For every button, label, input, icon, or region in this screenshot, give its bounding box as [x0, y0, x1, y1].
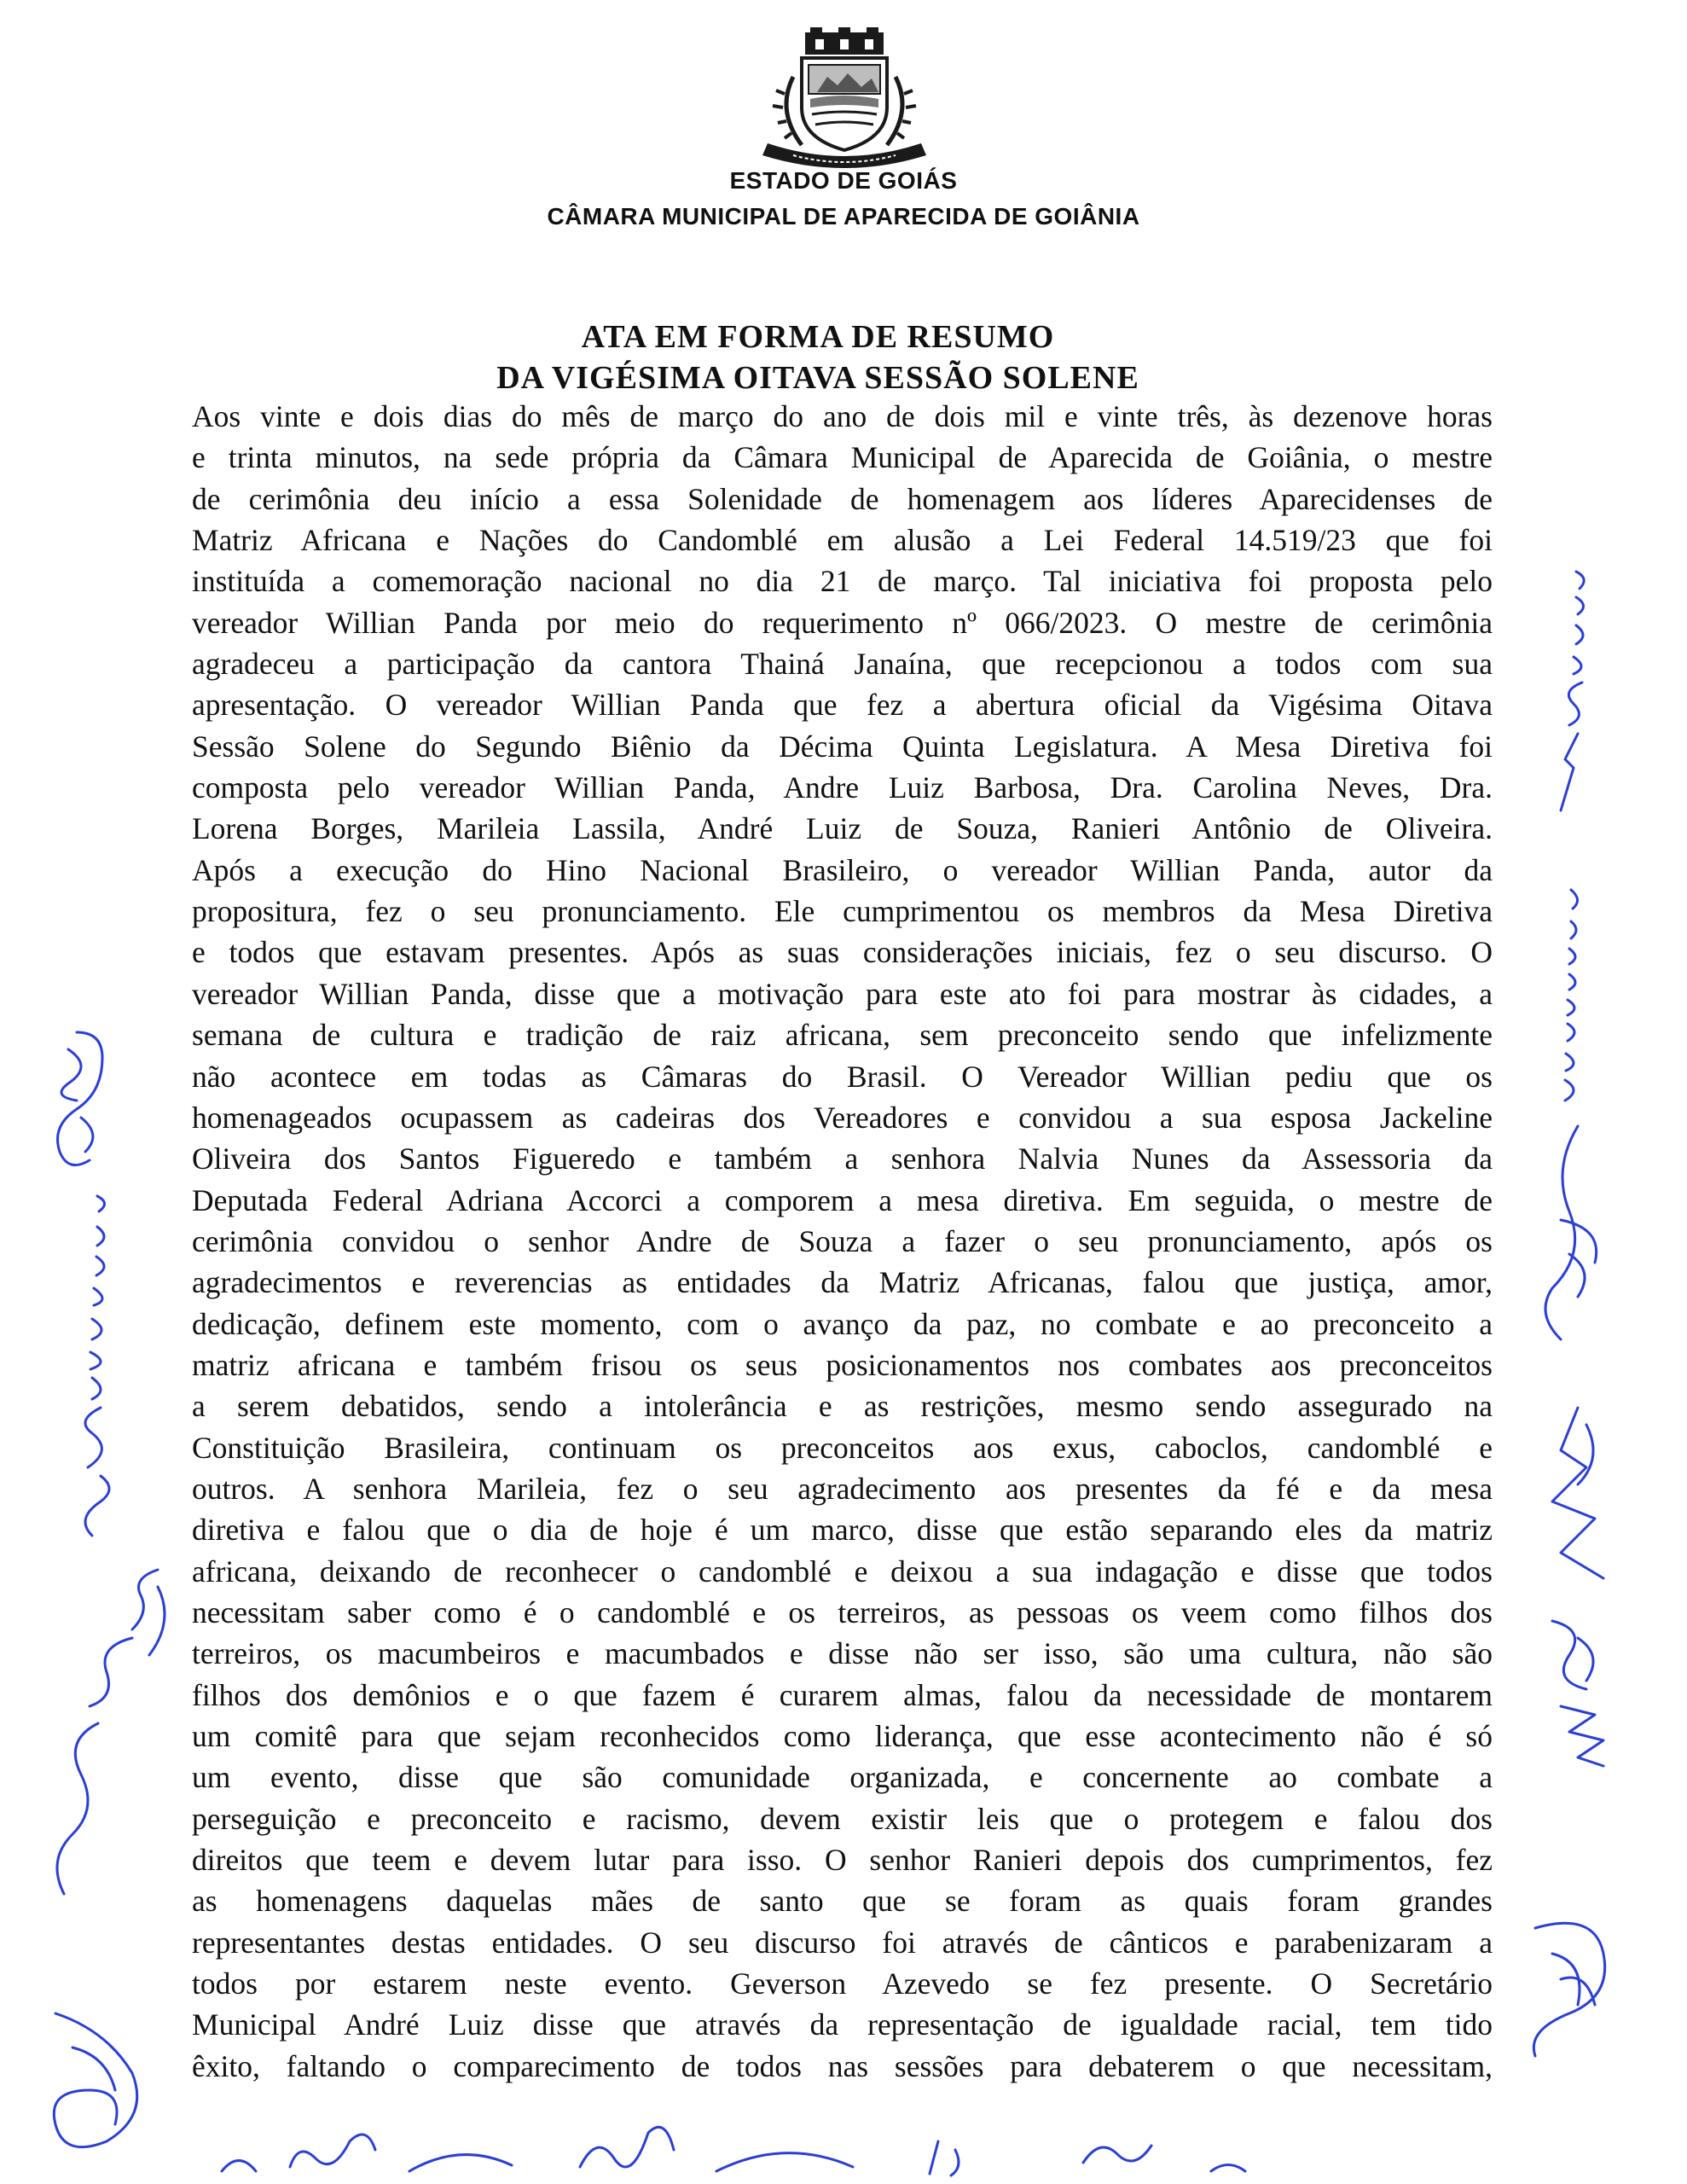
margin-signature-left-long	[47, 1553, 192, 1915]
body-line: Lorena Borges, Marileia Lassila, André Luiz de Souza, Ranieri Antônio de Oliveira.	[192, 811, 1493, 846]
body-line: de cerimônia deu início a essa Solenidade de homenagem aos líderes Aparecidenses de	[192, 481, 1493, 516]
body-line: Deputada Federal Adriana Accorci a comporem a mesa diretiva. Em seguida, o mestre de	[192, 1182, 1493, 1217]
body-line: as homenagens daquelas mães de santo que se foram as quais foram grandes	[192, 1884, 1493, 1919]
header-state: ESTADO DE GOIÁS	[729, 167, 958, 194]
body-line: direitos que teem e devem lutar para isso. O senhor Ranieri depois dos cumprimentos, fez	[192, 1843, 1493, 1878]
body-line: composta pelo vereador Willian Panda, Andre Luiz Barbosa, Dra. Carolina Neves, Dra.	[192, 770, 1493, 805]
body-line: todos por estarem neste evento. Geverson Azevedo se fez presente. O Secretário	[192, 1966, 1493, 2001]
document-title-line-1: ATA EM FORMA DE RESUMO	[581, 319, 1055, 355]
body-line: e trinta minutos, na sede própria da Câmara Municipal de Aparecida de Goiânia, o mestre	[192, 440, 1493, 475]
bottom-signature-row	[188, 2124, 1518, 2180]
body-line: Sessão Solene do Segundo Biênio da Décima Quinta Legislatura. A Mesa Diretiva foi	[192, 729, 1493, 764]
body-line: instituída a comemoração nacional no dia 21 de março. Tal iniciativa foi proposta pelo	[192, 564, 1493, 599]
margin-signature-right-middle	[1518, 1118, 1629, 1369]
body-line: homenageados ocupassem as cadeiras dos Vereadores e convidou a sua esposa Jackeline	[192, 1100, 1493, 1135]
body-line: filhos dos demônios e o que fazem é curarem almas, falou da necessidade de montarem	[192, 1677, 1493, 1712]
margin-signature-right-jordanas	[1535, 870, 1595, 1113]
body-line: vereador Willian Panda, disse que a motivação para este ato foi para mostrar às cidades, a	[192, 976, 1493, 1011]
body-line: diretiva e falou que o dia de hoje é um marco, disse que estão separando eles da matriz	[192, 1513, 1493, 1548]
body-line: Municipal André Luiz disse que através da representação de igualdade racial, tem tido	[192, 2007, 1493, 2042]
body-line: não acontece em todas as Câmaras do Brasil. O Vereador Willian pediu que os	[192, 1059, 1493, 1094]
body-line: outros. A senhora Marileia, fez o seu agradecimento aos presentes da fé e da mesa	[192, 1471, 1493, 1506]
body-line: um evento, disse que são comunidade organizada, e concernente ao combate a	[192, 1760, 1493, 1795]
body-line: um comitê para que sejam reconhecidos como liderança, que esse acontecimento não é só	[192, 1719, 1493, 1753]
margin-signature-right-lower	[1527, 1399, 1629, 1591]
header-chamber: CÂMARA MUNICIPAL DE APARECIDA DE GOIÂNIA	[547, 203, 1140, 229]
body-line: necessitam saber como é o candomblé e os terreiros, as pessoas os veem como filhos dos	[192, 1594, 1493, 1629]
body-line: Constituição Brasileira, continuam os preconceitos aos exus, caboclos, candomblé e	[192, 1430, 1493, 1465]
body-line: Aos vinte e dois dias do mês de março do ano de dois mil e vinte três, às dezenove horas	[192, 399, 1493, 433]
body-line: Após a execução do Hino Nacional Brasileiro, o vereador Willian Panda, autor da	[192, 852, 1493, 887]
body-line: êxito, faltando o comparecimento de todos nas sessões para debaterem o que necessitam,	[192, 2048, 1493, 2083]
body-line: semana de cultura e tradição de raiz africana, sem preconceito sendo que infelizmente	[192, 1018, 1493, 1053]
margin-signature-right-bottom	[1527, 1604, 1620, 1804]
body-line: propositura, fez o seu pronunciamento. Ele cumprimentou os membros da Mesa Diretiva	[192, 894, 1493, 929]
document-title-line-2: DA VIGÉSIMA OITAVA SESSÃO SOLENE	[496, 360, 1139, 396]
minutes-body-text	[192, 396, 1493, 2087]
body-line: agradecimentos e reverencias as entidades da Matriz Africanas, falou que justiça, amor,	[192, 1265, 1493, 1300]
body-line: Matriz Africana e Nações do Candomblé em alusão a Lei Federal 14.519/23 que foi	[192, 523, 1493, 558]
margin-signature-left-bottom	[30, 1996, 158, 2171]
body-line: africana, deixando de reconhecer o candomblé e deixou a sua indagação e disse que todos	[192, 1554, 1493, 1589]
coat-of-arms-emblem	[733, 26, 955, 171]
body-line: Oliveira dos Santos Figueredo e também a senhora Nalvia Nunes da Assessoria da	[192, 1141, 1493, 1176]
margin-signature-left-lower	[41, 1194, 135, 1557]
body-line: terreiros, os macumbeiros e macumbados e disse não ser isso, são uma cultura, não são	[192, 1636, 1493, 1671]
body-line: agradeceu a participação da cantora Thainá Janaína, que recepcionou a todos com sua	[192, 647, 1493, 682]
body-line: a serem debatidos, sendo a intolerância e as restrições, mesmo sendo assegurado na	[192, 1389, 1493, 1424]
body-line: e todos que estavam presentes. Após as suas considerações iniciais, fez o seu discurso. O	[192, 935, 1493, 970]
margin-signature-right-corner	[1518, 1894, 1620, 2069]
body-line: apresentação. O vereador Willian Panda que fez a abertura oficial da Vigésima Oitava	[192, 688, 1493, 723]
margin-signature-right-top	[1535, 563, 1603, 823]
body-line: dedicação, definem este momento, com o avanço da paz, no combate e ao preconceito a	[192, 1306, 1493, 1341]
body-line: representantes destas entidades. O seu discurso foi através de cânticos e parabenizaram a	[192, 1925, 1493, 1960]
body-line: vereador Willian Panda por meio do requerimento nº 066/2023. O mestre de cerimônia	[192, 605, 1493, 640]
body-line: perseguição e preconceito e racismo, devem existir leis que o protegem e falou dos	[192, 1801, 1493, 1836]
body-line: matriz africana e também frisou os seus posicionamentos nos combates aos preconceitos	[192, 1347, 1493, 1382]
margin-signature-left-upper	[43, 1015, 119, 1182]
body-line: cerimônia convidou o senhor Andre de Souza a fazer o seu pronunciamento, após os	[192, 1223, 1493, 1258]
